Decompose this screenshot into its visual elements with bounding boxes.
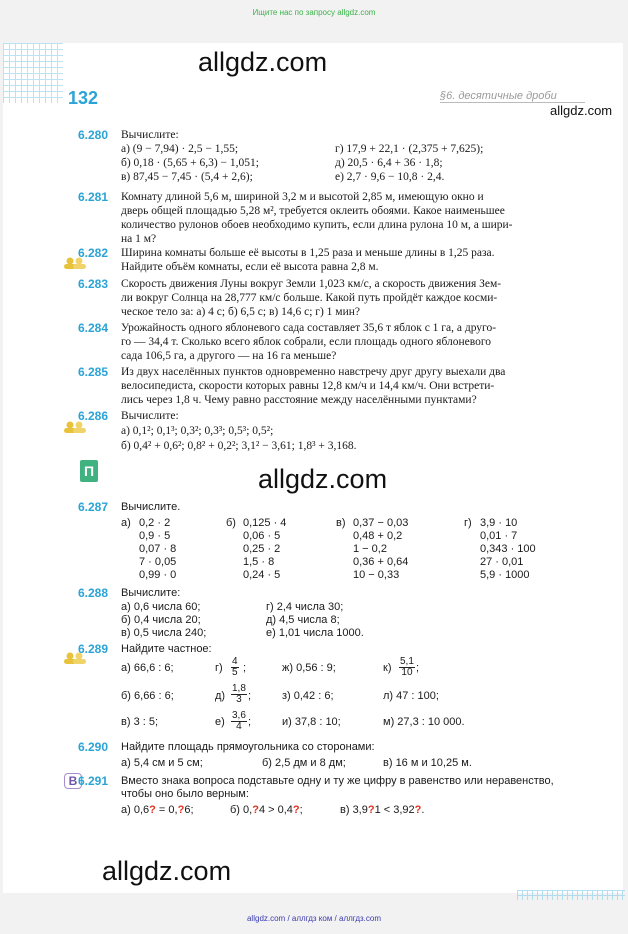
item-b: б) 0,4 числа 20; [121,614,201,626]
exercise-title: Найдите частное: [121,643,212,655]
calc-item: 0,343 · 100 [480,543,536,555]
exercise-number: 6.288 [78,586,109,600]
numerator: 5,1 [400,656,414,667]
exercise-title: Вычислите: [121,587,181,599]
item-g: г) 2,4 числа 30; [266,601,344,613]
chapter-header: §6. десятичные дроби [440,90,585,103]
denominator: 3 [236,694,242,705]
expr-v: в) 87,45 − 7,45 · (5,4 + 2,6); [121,171,253,183]
exercise-text: Комнату длиной 5,6 м, шириной 3,2 м и высотой 2,85 м, имеющую окно и [121,191,484,203]
question-mark: ? [292,804,300,816]
watermark: allgdz.com [102,856,232,886]
item-m: м) 27,3 : 10 000. [383,716,465,728]
calc-item: 5,9 · 1000 [480,569,530,581]
exercise-text: Вместо знака вопроса подставьте одну и ту же цифру в равенство или неравенство, [121,775,554,787]
exercise-text: ческое тело за: а) 4 с; б) 6,5 с; в) 14,6 с; г) 1 мин? [121,306,360,318]
calc-item: 0,07 · 8 [139,543,177,555]
item-v [340,804,424,817]
item-a: а) 5,4 см и 5 см; [121,757,203,769]
fraction-d [231,684,247,705]
exercise-text: дверь общей площадью 5,28 м², требуется оклеить обоями. Какое наименьшее [121,205,505,217]
calc-item: 0,06 · 5 [243,530,281,542]
item-a: а) 0,6 числа 60; [121,601,201,613]
exercise-text: на 1 м? [121,233,157,245]
exercise-text: Из двух населённых пунктов одновременно навстречу друг другу выехали два [121,366,506,378]
expr-g: г) 17,9 + 22,1 · (2,375 + 7,625); [335,143,484,155]
denominator: 4 [236,721,242,732]
calc-item: 27 · 0,01 [480,556,524,568]
calc-item: 0,125 · 4 [243,517,287,529]
exercise-text: количество рулонов обоев необходимо купить, если длина рулона 10 м, а шири- [121,219,513,231]
exercise-number: 6.287 [78,500,109,514]
fraction-k [399,657,415,678]
expr-e: е) 2,7 · 9,6 − 10,8 · 2,4. [335,171,445,183]
watermark: allgdz.com [258,464,388,494]
calc-item: 0,2 · 2 [139,517,171,529]
calc-item: 0,37 − 0,03 [353,517,409,529]
corner-grid-decoration [3,43,63,103]
text-part: 1 < 3,92 [374,804,415,816]
item-zh: ж) 0,56 : 9; [282,662,336,674]
text-part: б) 0, [230,804,253,816]
calc-item: 0,01 · 7 [480,530,518,542]
exercise-number: 6.284 [78,321,109,335]
expr-line-b: б) 0,4² + 0,6²; 0,8² + 0,2²; 3,1² − 3,61; 1,8³ + 3,168. [121,440,357,452]
exercise-text: Найдите объём комнаты, если её высота равна 2,8 м. [121,261,379,273]
text-part: 4 > 0,4 [258,804,293,816]
item-e-label: е) [215,716,225,728]
exercise-title: Найдите площадь прямоугольника со сторонами: [121,741,375,753]
question-mark: ? [177,804,185,816]
calc-item: 0,48 + 0,2 [353,530,403,542]
watermark: allgdz.com [550,103,613,118]
expr-line-a: а) 0,1²; 0,1³; 0,3²; 0,3³; 0,5³; 0,5²; [121,425,274,437]
calc-item: 0,25 · 2 [243,543,281,555]
exercise-text: ли вокруг Солнца на 28,777 км/с больше. Какой путь пройдёт каждое косми- [121,292,498,304]
column-label-a: а) [121,517,131,529]
separator: ; [248,716,252,728]
exercise-number: 6.289 [78,642,109,656]
fraction-e [231,711,247,732]
item-v: в) 0,5 числа 240; [121,627,207,639]
item-v: в) 3 : 5; [121,716,159,728]
item-b: б) 6,66 : 6; [121,690,174,702]
calc-item: 7 · 0,05 [139,556,177,568]
item-g-label: г) [215,662,223,674]
exercise-text: лись через 1,8 ч. Чему равно расстояние между населёнными пунктами? [121,394,477,406]
text-part: . [421,804,425,816]
column-label-g: г) [464,517,472,529]
bottom-link[interactable]: allgdz.com / аллгдз ком / аллгдз.com [246,914,382,923]
practice-icon: П [80,460,98,482]
text-part: ; [299,804,303,816]
calc-item: 10 − 0,33 [353,569,400,581]
item-d-label: д) [215,690,226,702]
item-v: в) 16 м и 10,25 м. [383,757,472,769]
advanced-task-icon: В [64,773,82,789]
exercise-number: 6.290 [78,740,109,754]
numerator: 1,8 [232,683,246,694]
calc-item: 0,36 + 0,64 [353,556,409,568]
exercise-text: велосипедиста, скорости которых равны 12,8 км/ч и 14,4 км/ч. Они встрети- [121,380,495,392]
fraction-g [231,657,239,678]
calc-item: 0,9 · 5 [139,530,171,542]
calc-item: 1,5 · 8 [243,556,275,568]
column-label-b: б) [226,517,236,529]
text-part: 6; [184,804,194,816]
exercise-title: Вычислите. [121,501,181,513]
exercise-text: Скорость движения Луны вокруг Земли 1,023 км/с, а скорость движения Зем- [121,278,502,290]
separator: ; [243,662,247,674]
text-part: в) 3,9 [340,804,368,816]
calc-item: 0,99 · 0 [139,569,177,581]
exercise-text: Урожайность одного яблоневого сада составляет 35,6 т яблок с 1 га, а друго- [121,322,497,334]
top-link[interactable]: Ищите нас по запросу allgdz.com [252,8,376,17]
exercise-text: сада 106,5 га, а другого — на 16 га меньше? [121,350,337,362]
question-mark: ? [367,804,375,816]
question-mark: ? [149,804,156,816]
item-e: е) 1,01 числа 1000. [266,627,364,639]
exercise-number: 6.281 [78,190,109,204]
item-z: з) 0,42 : 6; [282,690,334,702]
item-b [230,804,303,817]
item-k-label: к) [383,662,392,674]
numerator: 4 [232,656,238,667]
exercise-number: 6.286 [78,409,109,423]
separator: ; [416,662,420,674]
exercise-text: чтобы оно было верным: [121,788,249,800]
exercise-title: Вычислите: [121,410,179,422]
exercise-number: 6.280 [78,128,109,142]
calc-item: 3,9 · 10 [480,517,518,529]
item-a: а) 66,6 : 6; [121,662,174,674]
item-a [121,804,194,817]
numerator: 3,6 [232,710,246,721]
expr-a: а) (9 − 7,94) · 2,5 − 1,55; [121,143,239,155]
exercise-text: го — 34,4 т. Сколько всего яблок собрали, если площадь одного яблоневого [121,336,492,348]
calc-item: 0,24 · 5 [243,569,281,581]
exercise-number: 6.291 [78,774,109,788]
watermark: allgdz.com [198,47,328,77]
exercise-number: 6.283 [78,277,109,291]
expr-b: б) 0,18 · (5,65 + 6,3) − 1,051; [121,157,259,169]
expr-d: д) 20,5 · 6,4 + 36 · 1,8; [335,157,443,169]
column-label-v: в) [336,517,346,529]
question-mark: ? [252,804,259,816]
denominator: 5 [232,667,238,678]
item-l: л) 47 : 100; [383,690,439,702]
text-part: а) 0,6 [121,804,150,816]
page-number: 132 [68,88,99,108]
separator: ; [248,690,252,702]
denominator: 10 [401,667,413,678]
bottom-grid-decoration [517,890,625,900]
item-b: б) 2,5 дм и 8 дм; [262,757,346,769]
exercise-text: Ширина комнаты больше её высоты в 1,25 раза и меньше длины в 1,25 раза. [121,247,495,259]
exercise-title: Вычислите: [121,129,179,141]
calc-item: 1 − 0,2 [353,543,387,555]
text-part: = 0, [155,804,178,816]
item-i: и) 37,8 : 10; [282,716,341,728]
item-d: д) 4,5 числа 8; [266,614,340,626]
exercise-number: 6.285 [78,365,109,379]
question-mark: ? [414,804,422,816]
exercise-number: 6.282 [78,246,109,260]
